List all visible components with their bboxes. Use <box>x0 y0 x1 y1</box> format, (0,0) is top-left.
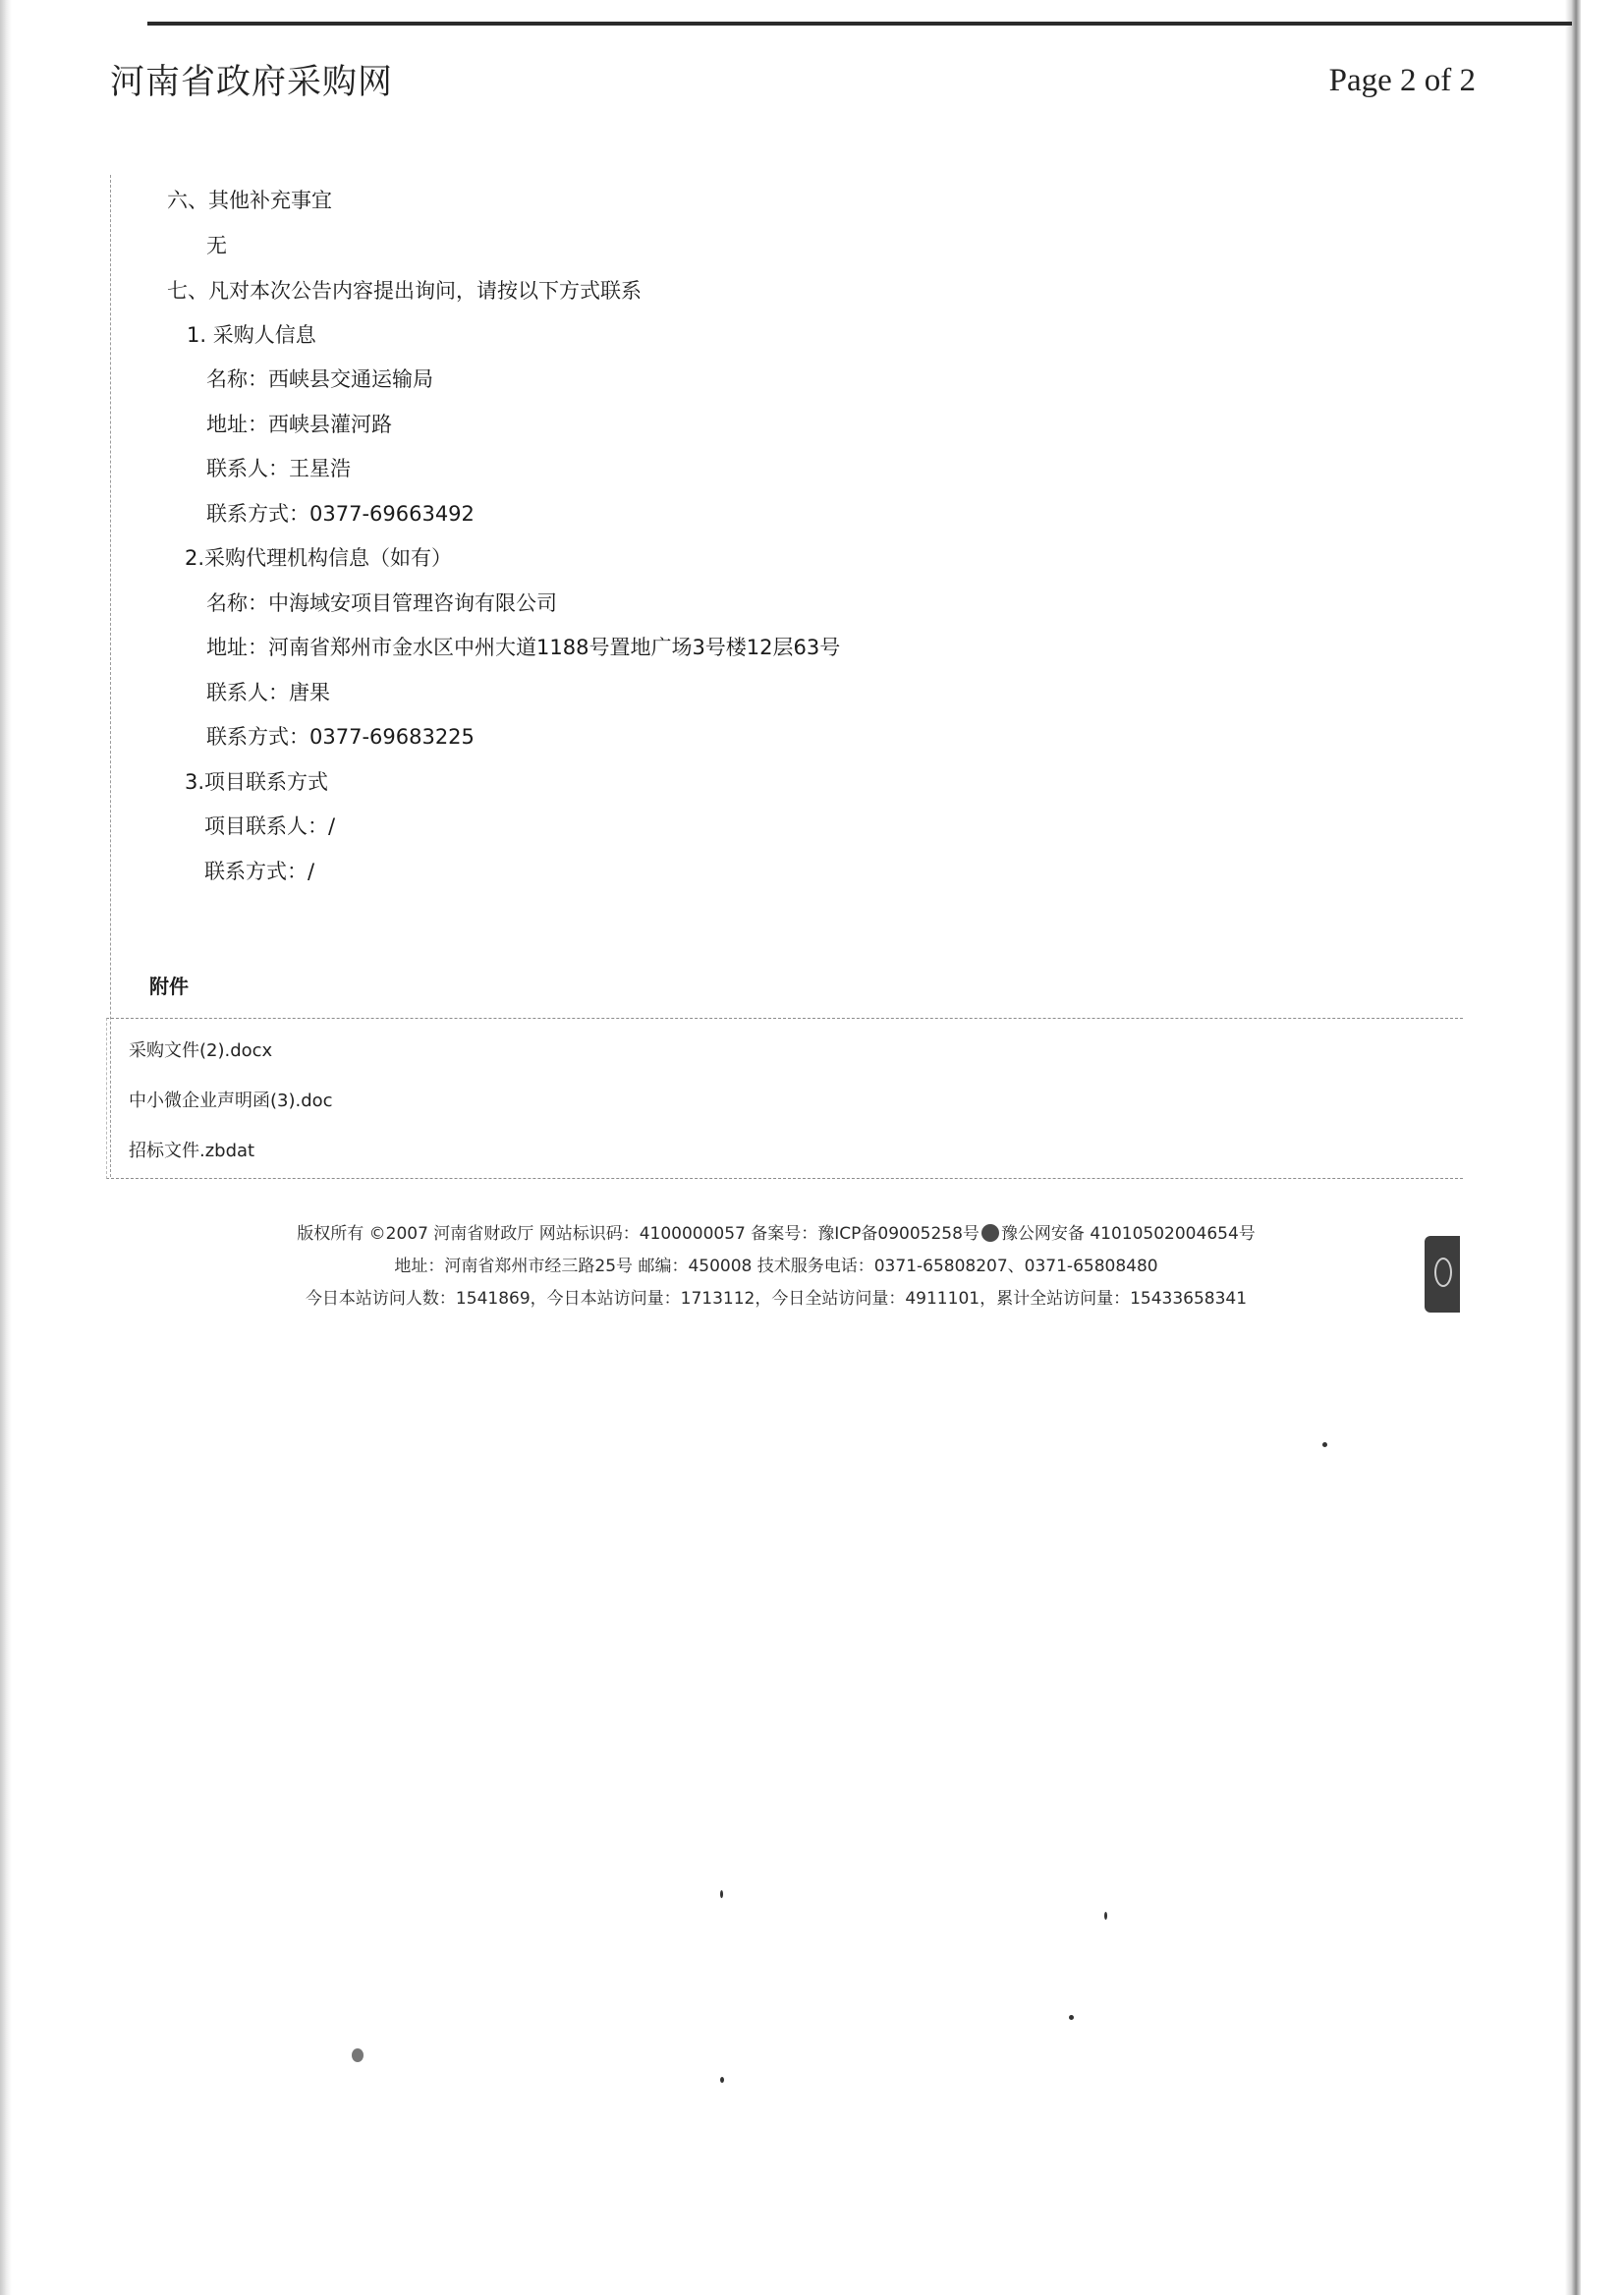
scan-edge-top <box>147 22 1572 26</box>
section-6-body: 无 <box>206 234 227 257</box>
page-header <box>110 51 1476 110</box>
attachment-link[interactable]: 招标文件.zbdat <box>129 1141 255 1161</box>
scan-speck <box>720 2077 724 2083</box>
attachments-title: 附件 <box>149 975 189 998</box>
agency-contact: 联系人：唐果 <box>206 681 330 704</box>
section-7-title: 七、凡对本次公告内容提出询问，请按以下方式联系 <box>167 279 642 303</box>
scan-speck <box>352 2048 364 2062</box>
site-footer <box>157 1218 1395 1315</box>
purchaser-phone: 联系方式：0377-69663492 <box>206 502 475 526</box>
scan-speck <box>1069 2015 1074 2020</box>
footer-copyright-row <box>157 1218 1395 1251</box>
footer-copyright: 版权所有 ©2007 河南省财政厅 网站标识码：4100000057 备案号：豫ICP备09005258号 <box>297 1224 980 1244</box>
agency-heading: 2.采购代理机构信息（如有） <box>185 546 453 570</box>
site-title: 河南省政府采购网 <box>110 63 394 102</box>
scan-shadow-right <box>1565 0 1581 2295</box>
scan-speck <box>720 1890 723 1898</box>
footer-visit-stats: 今日本站访问人数：1541869，今日本站访问量：1713112，今日全站访问量：4911101，累计全站访问量：15433658341 <box>305 1289 1248 1309</box>
project-contact: 项目联系人：/ <box>204 814 336 838</box>
attachments-list <box>106 1018 1463 1179</box>
purchaser-heading: 1. 采购人信息 <box>187 323 316 347</box>
scan-speck <box>1322 1442 1327 1447</box>
scan-speck <box>1104 1912 1107 1920</box>
scan-shadow-left <box>0 0 12 2295</box>
agency-phone: 联系方式：0377-69683225 <box>206 725 475 749</box>
section-6-title: 六、其他补充事宜 <box>167 189 332 212</box>
footer-address: 地址：河南省郑州市经三路25号 邮编：450008 技术服务电话：0371-65808207、0371-65808480 <box>394 1257 1158 1276</box>
attachment-link[interactable]: 采购文件(2).docx <box>129 1040 273 1061</box>
attachment-link[interactable]: 中小微企业声明函(3).doc <box>129 1091 333 1111</box>
purchaser-contact: 联系人：王星浩 <box>206 457 351 480</box>
agency-address: 地址：河南省郑州市金水区中州大道1188号置地广场3号楼12层63号 <box>206 636 841 659</box>
police-badge-icon <box>981 1224 999 1242</box>
gov-site-badge-icon[interactable] <box>1425 1236 1460 1313</box>
project-phone: 联系方式：/ <box>204 860 315 883</box>
project-heading: 3.项目联系方式 <box>185 770 329 794</box>
footer-police-record: 豫公网安备 41010502004654号 <box>1000 1224 1256 1244</box>
purchaser-address: 地址：西峡县灌河路 <box>206 413 392 436</box>
agency-name: 名称：中海域安项目管理咨询有限公司 <box>206 591 557 615</box>
page-number: Page 2 of 2 <box>1328 63 1476 98</box>
purchaser-name: 名称：西峡县交通运输局 <box>206 367 433 391</box>
